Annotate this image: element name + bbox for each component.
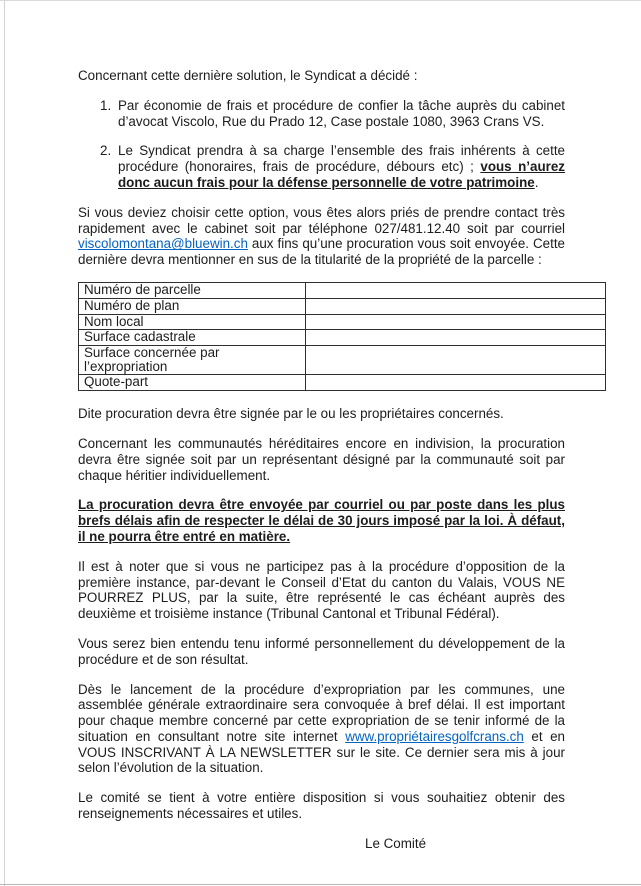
communautes-paragraph: Concernant les communautés héréditaires encore en indivision, la procuration devra être signée soit par un représentant désigné par la communauté soit par chaque héritier individuellement. — [78, 435, 565, 483]
parcel-table — [78, 282, 606, 391]
contact-paragraph — [78, 205, 565, 268]
table-cell-value — [306, 375, 606, 391]
table-cell-label: Quote-part — [79, 375, 306, 391]
table-row — [79, 330, 606, 346]
opposition-notice-paragraph: Il est à noter que si vous ne participez pas à la procédure d’opposition de la première instance, par-devant le Conseil d’Etat du canton du Valais, VOUS NE POURREZ PLUS, par la suite, être représenté le cas échéant auprès des deuxième et troisième instance (Tribunal Cantonal et Tribunal Fédéral). — [78, 558, 565, 622]
table-cell-value — [306, 282, 606, 298]
table-cell-label: Numéro de parcelle — [79, 282, 306, 298]
list-item-text: Par économie de frais et procédure de confier la tâche auprès du cabinet d’avocat Viscolo, Rue du Prado 12, Case postale 1080, 3963 Crans VS. — [118, 97, 565, 129]
newsletter-text-after: et en VOUS INSCRIVANT À LA NEWSLETTER sur le site. Ce dernier sera mis à jour selon l’évolution de la situation. — [78, 728, 565, 776]
table-cell-value — [306, 346, 606, 375]
list-item-number: 2. — [100, 143, 112, 159]
contact-text-after: aux fins qu’une procuration vous soit envoyée. Cette dernière devra mentionner en sus de la titularité de la propriété de la parcelle : — [78, 236, 565, 268]
website-link[interactable]: www.propriétairesgolfcrans.ch — [345, 728, 524, 744]
table-cell-value — [306, 314, 606, 330]
procuration-signature-paragraph: Dite procuration devra être signée par le ou les propriétaires concernés. — [78, 406, 504, 422]
table-row — [79, 375, 606, 391]
list-item-text-emphasis: vous n’aurez donc aucun frais pour la défense personnelle de votre patrimoine — [118, 159, 566, 190]
closing-paragraph: Le comité se tient à votre entière disposition si vous souhaitiez obtenir des renseignements nécessaires et utiles. — [78, 790, 565, 822]
table-cell-label: Numéro de plan — [79, 298, 306, 314]
contact-text-before: Si vous deviez choisir cette option, vous êtes alors priés de prendre contact très rapidement avec le cabinet soit par téléphone 027/481.12.40 soit par courriel — [78, 204, 565, 236]
list-item — [78, 98, 565, 130]
table-cell-label: Nom local — [79, 314, 306, 330]
list-item-text-plain: Le Syndicat prendra à sa charge l’ensemble des frais inhérents à cette procédure (honoraires, frais de procédure, débours etc) ; — [118, 143, 565, 175]
information-update-paragraph: Vous serez bien entendu tenu informé personnellement du développement de la procédure et de son résultat. — [78, 635, 565, 667]
letter-body — [78, 68, 565, 852]
signature: Le Comité — [365, 835, 427, 851]
table-cell-value — [306, 330, 606, 346]
newsletter-text-before: Dès le lancement de la procédure d’expropriation par les communes, une assemblée générale extraordinaire sera convoquée à bref délai. Il est important pour chaque membre concerné par cette expropriation de se tenir informé de la situation en consultant notre site internet — [78, 681, 565, 744]
table-row — [79, 298, 606, 314]
table-row — [79, 282, 606, 298]
list-item-text — [118, 143, 565, 190]
table-cell-value — [306, 298, 606, 314]
list-item-text-period: . — [534, 174, 539, 190]
table-row — [79, 346, 606, 375]
newsletter-paragraph — [78, 682, 565, 777]
table-row — [79, 314, 606, 330]
table-cell-label: Surface cadastrale — [79, 330, 306, 346]
list-item-number: 1. — [100, 97, 112, 113]
deadline-warning-paragraph: La procuration devra être envoyée par courriel ou par poste dans les plus brefs délais afin de respecter le délai de 30 jours imposé par la loi. À défaut, il ne pourra être entré en matière. — [78, 497, 565, 544]
table-cell-label: Surface concernée par l’expropriation — [79, 346, 306, 375]
intro-paragraph: Concernant cette dernière solution, le Syndicat a décidé : — [78, 68, 418, 83]
decision-list — [78, 98, 565, 191]
email-link[interactable]: viscolomontana@bluewin.ch — [78, 236, 248, 252]
list-item — [78, 143, 565, 190]
